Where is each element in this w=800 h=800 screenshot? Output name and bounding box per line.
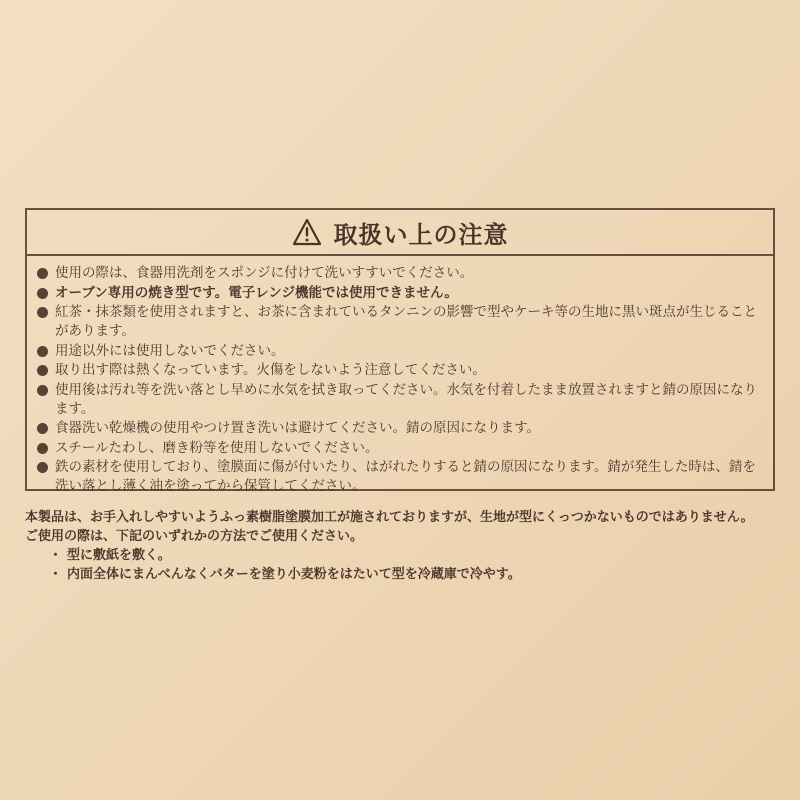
notice-item — [37, 439, 763, 458]
notice-item — [37, 361, 763, 380]
notice-item — [37, 381, 763, 419]
care-notice-box — [25, 208, 775, 494]
notice-item — [37, 458, 763, 496]
bullet-dot-icon — [37, 443, 48, 454]
notice-item — [37, 303, 763, 341]
warning-icon — [292, 218, 322, 246]
bullet-dot-icon — [37, 268, 48, 279]
usage-method-item: ・ 内面全体にまんべんなくバターを塗り小麦粉をはたいて型を冷蔵庫で冷やす。 — [49, 565, 775, 584]
bullet-dot-icon — [37, 307, 48, 318]
notice-item — [37, 342, 763, 361]
notice-item-text: 使用後は汚れ等を洗い落とし早めに水気を拭き取ってください。水気を付着したまま放置されますと錆の原因になります。 — [55, 381, 757, 417]
notice-header — [27, 210, 773, 256]
bullet-dot-icon — [37, 462, 48, 473]
notice-item-text: 取り出す際は熱くなっています。火傷をしないよう注意してください。 — [55, 362, 486, 378]
notice-item-text: 紅茶・抹茶類を使用されますと、お茶に含まれているタンニンの影響で型やケーキ等の生地に黒い斑点が生じることがあります。 — [55, 304, 757, 339]
notice-item — [37, 419, 763, 438]
bullet-dot-icon — [37, 288, 48, 299]
notice-item — [37, 284, 763, 303]
bullet-dot-icon — [37, 346, 48, 357]
usage-method-item: ・ 型に敷紙を敷く。 — [49, 546, 775, 565]
usage-info — [25, 508, 775, 584]
notice-item — [37, 264, 763, 283]
notice-item-text: オーブン専用の焼き型です。電子レンジ機能では使用できません。 — [55, 284, 458, 301]
bullet-dot-icon — [37, 423, 48, 434]
notice-item-text: スチールたわし、磨き粉等を使用しないでください。 — [55, 439, 379, 456]
notice-title: 取扱い上の注意 — [333, 220, 509, 249]
coating-note: 本製品は、お手入れしやすいようふっ素樹脂塗膜加工が施されておりますが、生地が型にくっつかないものではありません。 — [25, 510, 754, 525]
notice-item-text: 鉄の素材を使用しており、塗膜面に傷が付いたり、はがれたりすると錆の原因になります。錆が発生した時は、錆を洗い落とし薄く油を塗ってから保管してください。 — [55, 459, 756, 494]
bullet-dot-icon — [37, 365, 48, 376]
usage-intro: ご使用の際は、下記のいずれかの方法でご使用ください。 — [25, 529, 364, 544]
bullet-dot-icon — [37, 385, 48, 396]
notice-item-text: 使用の際は、食器用洗剤をスポンジに付けて洗いすすいでください。 — [55, 265, 474, 281]
notice-list — [27, 256, 773, 496]
usage-method-list — [25, 546, 775, 584]
notice-item-text: 用途以外には使用しないでください。 — [55, 342, 285, 359]
notice-item-text: 食器洗い乾燥機の使用やつけ置き洗いは避けてください。錆の原因になります。 — [55, 420, 540, 436]
